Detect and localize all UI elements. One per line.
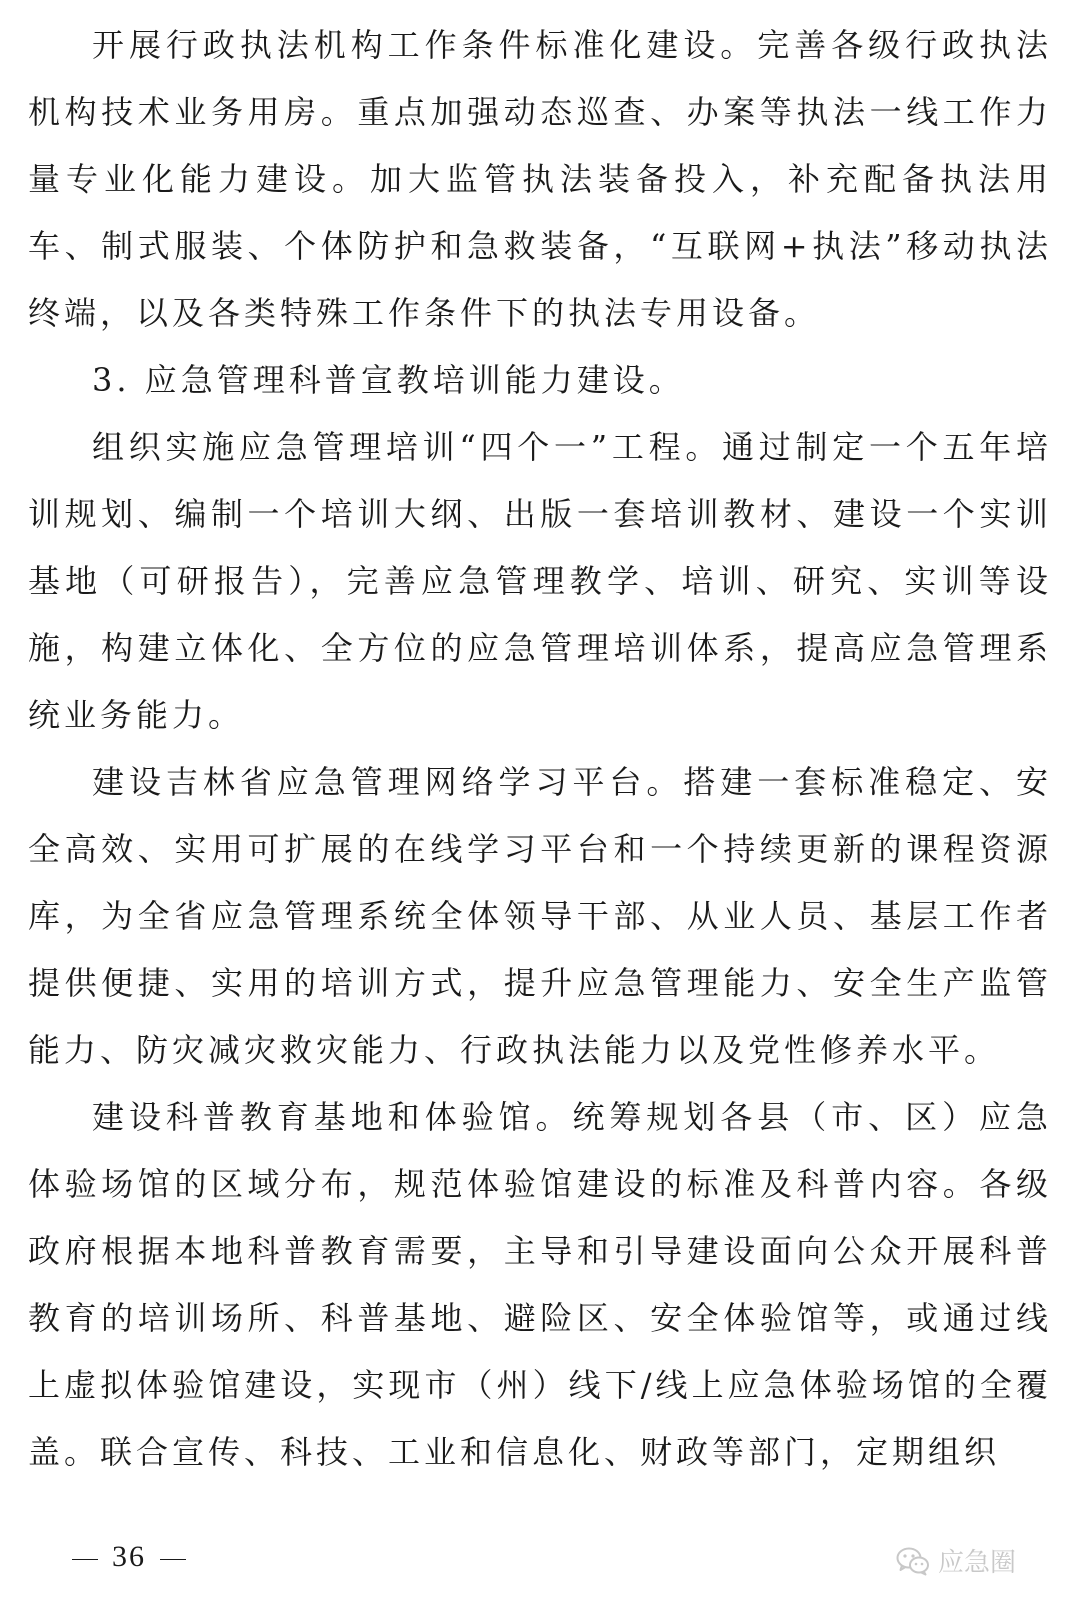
watermark-text: 应急圈 — [937, 1548, 1016, 1578]
paragraph-four-ones-project: 组织实施应急管理培训“四个一”工程。通过制定一个五年培训规划、编制一个培训大纲、出版一套培训教材、建设一个实训基地（可研报告），完善应急管理教学、培训、研究、实训等设施，构建立体化、全方位的应急管理培训体系，提高应急管理系统业务能力。 — [28, 428, 1052, 734]
paragraph-enforcement-conditions: 开展行政执法机构工作条件标准化建设。完善各级行政执法机构技术业务用房。重点加强动态巡查、办案等执法一线工作力量专业化能力建设。加大监管执法装备投入，补充配备执法用车、制式服装、个体防护和急救装备，“互联网+执法”移动执法终端，以及各类特殊工作条件下的执法专用设备。 — [28, 26, 1052, 332]
paragraph-online-learning-platform: 建设吉林省应急管理网络学习平台。搭建一套标准稳定、安全高效、实用可扩展的在线学习平台和一个持续更新的课程资源库，为全省应急管理系统全体领导干部、从业人员、基层工作者提供便捷、实用的培训方式，提升应急管理能力、安全生产监管能力、防灾减灾救灾能力、行政执法能力以及党性修养水平。 — [28, 763, 1052, 1069]
section-heading-training-capacity: 3. 应急管理科普宣教培训能力建设。 — [92, 361, 685, 399]
page-footer — [0, 1512, 1080, 1602]
page-number-value: 36 — [112, 1540, 146, 1573]
page-number — [58, 1540, 200, 1574]
watermark — [896, 1542, 1016, 1579]
dash-right — [160, 1559, 186, 1560]
wechat-icon — [896, 1546, 930, 1576]
paragraph-science-education-bases: 建设科普教育基地和体验馆。统筹规划各县（市、区）应急体验场馆的区域分布，规范体验馆建设的标准及科普内容。各级政府根据本地科普教育需要，主导和引导建设面向公众开展科普教育的培训场所、科普基地、避险区、安全体验馆等，或通过线上虚拟体验馆建设，实现市（州）线下/线上应急体验场馆的全覆盖。联合宣传、科技、工业和信息化、财政等部门，定期组织 — [28, 1098, 1052, 1471]
dash-left — [72, 1559, 98, 1560]
body-text — [28, 12, 1052, 1486]
